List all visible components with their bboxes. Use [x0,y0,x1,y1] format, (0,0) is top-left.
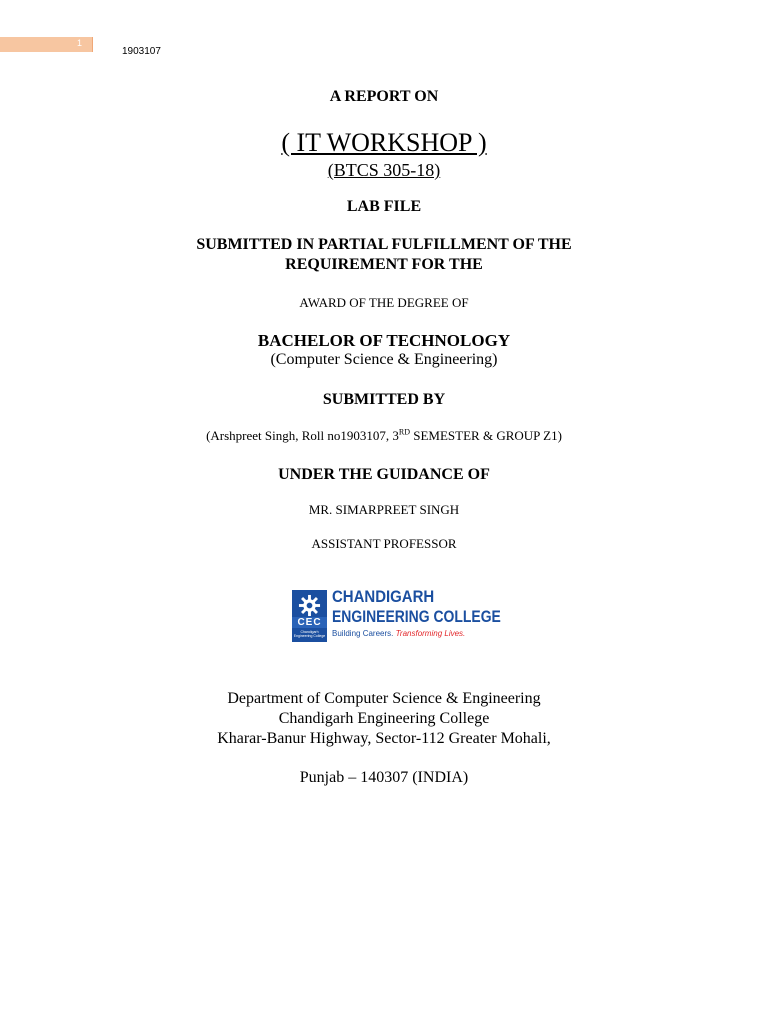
address-college: Chandigarh Engineering College [278,710,490,727]
address-department: Department of Computer Science & Engineering [227,690,541,707]
page-number-tab [0,37,93,52]
logo-tagline-part-2: Transforming Lives. [395,629,466,638]
lab-file-heading: LAB FILE [346,198,422,215]
award-line: AWARD OF THE DEGREE OF [299,295,469,310]
guide-name: MR. SIMARPREET SINGH [308,502,460,517]
logo-emblem [292,590,327,642]
report-on-heading: A REPORT ON [329,88,439,105]
logo-cec-text: CEC [292,617,327,628]
logo-tagline-part-1: Building Careers. [332,629,394,638]
college-logo [292,587,501,643]
address-state: Punjab – 140307 (INDIA) [299,769,469,786]
submitted-line-2: REQUIREMENT FOR THE [285,256,483,273]
course-code: (BTCS 305-18) [327,160,441,180]
logo-tagline [332,629,465,638]
guide-designation: ASSISTANT PROFESSOR [311,536,457,551]
logo-line-2: ENGINEERING COLLEGE [332,607,501,626]
submitted-by-heading: SUBMITTED BY [322,391,446,408]
logo-emblem-caption: Chandigarh Engineering College [293,630,326,638]
logo-line-1: CHANDIGARH [332,587,435,606]
branch-name: (Computer Science & Engineering) [270,351,498,368]
degree-name: BACHELOR OF TECHNOLOGY [257,331,511,350]
header-roll-number: 1903107 [122,46,161,57]
gear-icon [298,594,321,617]
page-number: 1 [76,38,82,48]
report-title: ( IT WORKSHOP ) [281,128,487,157]
semester-superscript: RD [398,427,411,437]
student-details-main: (Arshpreet Singh, Roll no1903107, 3 [206,428,399,443]
submitted-line-1: SUBMITTED IN PARTIAL FULFILLMENT OF THE [196,236,572,253]
address-street: Kharar-Banur Highway, Sector-112 Greater Mohali, [217,730,551,747]
guidance-heading: UNDER THE GUIDANCE OF [278,466,490,483]
student-details [0,428,768,444]
student-details-rest: SEMESTER & GROUP Z1) [410,428,562,443]
